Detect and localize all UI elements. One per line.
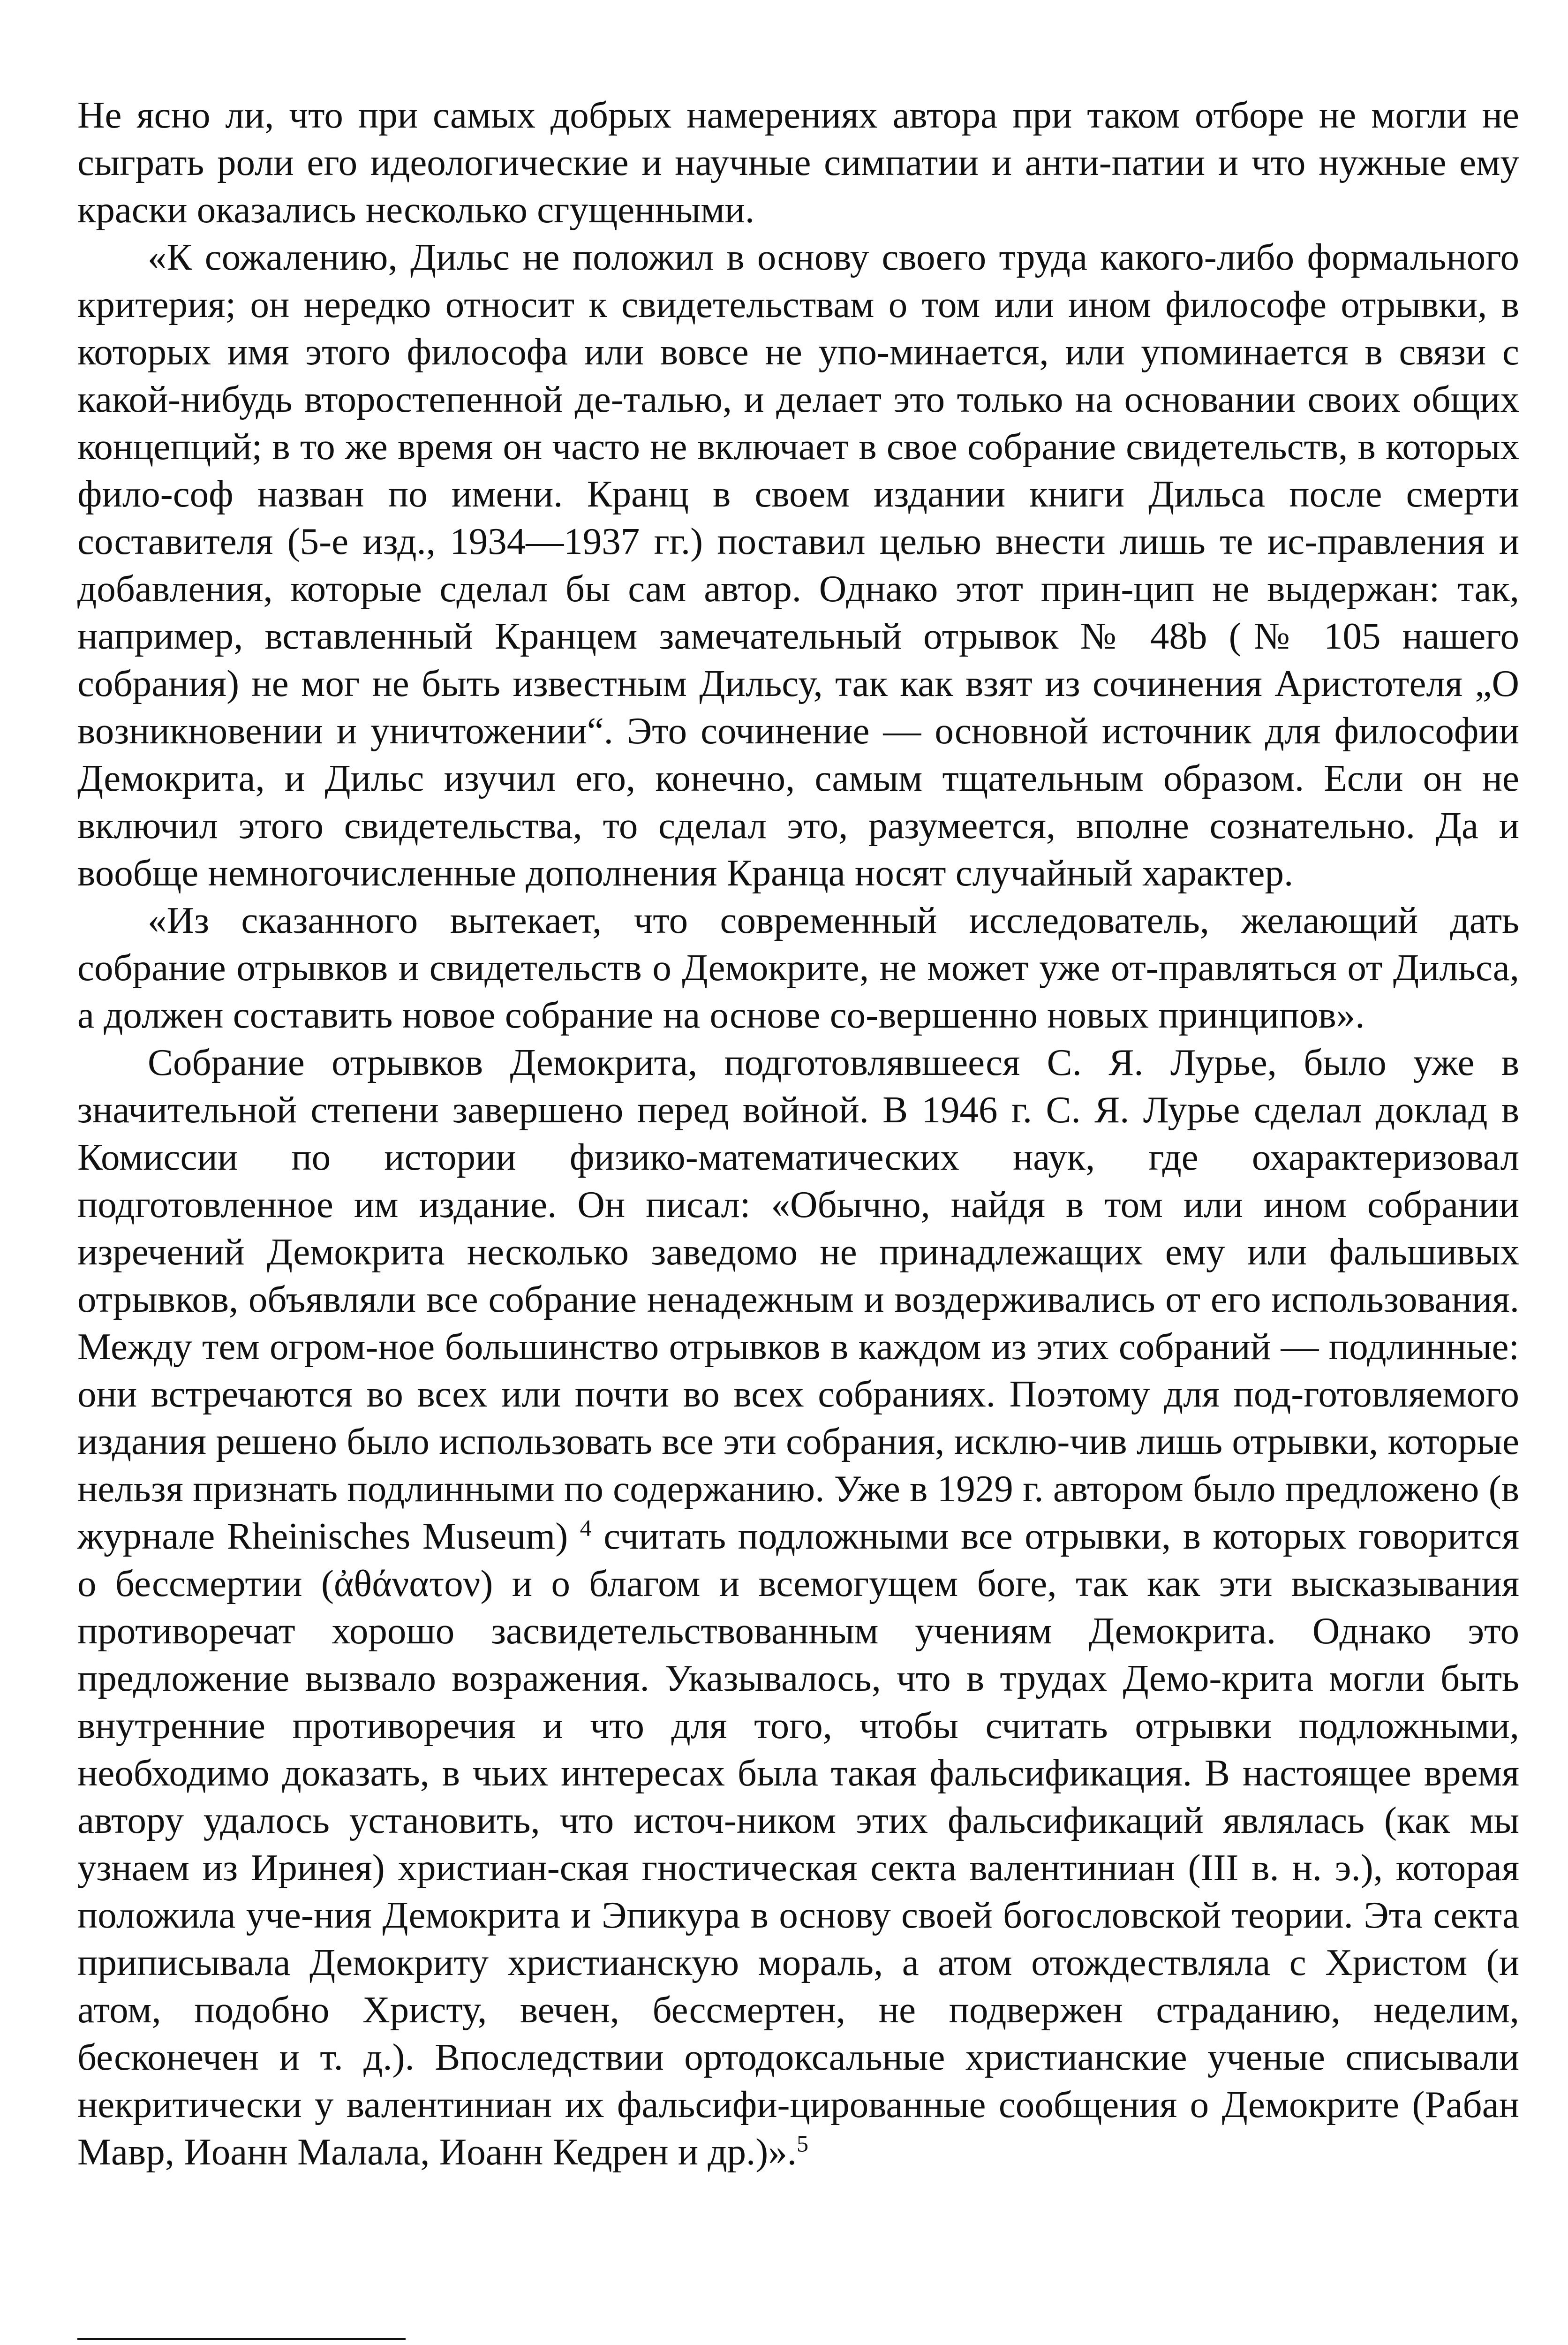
paragraph-4 [77,1039,1519,2176]
paragraph-2-text: «К сожалению, Дильс не положил в основу своего труда какого-либо формального критерия; он нередко относит к свидетельствам о том или ином философе отрывки, в которых имя этого философа или вовсе не упо-минается, или упоминается в связи с какой-нибудь второстепенной де-талью, и делает это только на основании своих общих концепций; в то же время он часто не включает в свое собрание свидетельств, в которых фило-соф назван по имени. Кранц в своем издании книги Дильса после смерти составителя (5-е изд., 1934—1937 гг.) поставил целью внести лишь те ис-правления и добавления, которые сделал бы сам автор. Однако этот прин-цип не выдержан: так, например, вставленный Кранцем замечательный отрывок № 48b (№ 105 нашего собрания) не мог не быть известным Дильсу, так как взят из сочинения Аристотеля „О возникновении и уничтожении“. Это сочинение — основной источник для философии Демокрита, и Дильс изучил его, конечно, самым тщательным образом. Если он не включил этого свидетельства, то сделал это, разумеется, вполне сознательно. Да и вообще немногочисленные дополнения Кранца носят случайный характер. [77,236,1519,894]
main-text [77,91,1519,2176]
footnote-ref-4[interactable]: 4 [580,1514,592,1541]
footnote-ref-5[interactable]: 5 [797,2130,809,2157]
paragraph-4-text-b: считать подложными все отрывки, в которых говорится о бессмертии (ἀθάνατον) и о благом и всемогущем боге, так как эти высказывания противоречат хорошо засвидетельствованным учениям Демокрита. Однако это предложение вызвало возражения. Указывалось, что в трудах Демо-крита могли быть внутренние противоречия и что для того, чтобы считать отрывки подложными, необходимо доказать, в чьих интересах была такая фальсификация. В настоящее время автору удалось установить, что источ-ником этих фальсификаций являлась (как мы узнаем из Иринея) христиан-ская гностическая секта валентиниан (III в. н. э.), которая положила уче-ния Демокрита и Эпикура в основу своей богословской теории. Эта секта приписывала Демокриту христианскую мораль, а атом отождествляла с Христом (и атом, подобно Христу, вечен, бессмертен, не подвержен страданию, неделим, бесконечен и т. д.). Впоследствии ортодоксальные христианские ученые списывали некритически у валентиниан их фальсифи-цированные сообщения о Демокрите (Рабан Мавр, Иоанн Малала, Иоанн Кедрен и др.)». [77,1515,1520,2173]
paragraph-1-text: Не ясно ли, что при самых добрых намерениях автора при таком отборе не могли не сыграть роли его идеологические и научные симпатии и анти-патии и что нужные ему краски оказались несколько сгущенными. [77,94,1519,231]
paragraph-3-text: «Из сказанного вытекает, что современный исследователь, желающий дать собрание отрывков и свидетельств о Демокрите, не может уже от-правляться от Дильса, а должен составить новое собрание на основе со-вершенно новых принципов». [77,899,1519,1036]
paragraph-1 [77,91,1519,234]
paragraph-2 [77,234,1519,897]
paragraph-3 [77,897,1519,1039]
paragraph-4-text-a: Собрание отрывков Демокрита, подготовлявшееся С. Я. Лурье, было уже в значительной степени завершено перед войной. В 1946 г. С. Я. Лурье сделал доклад в Комиссии по истории физико-математических наук, где охарактеризовал подготовленное им издание. Он писал: «Обычно, найдя в том или ином собрании изречений Демокрита несколько заведомо не принадлежащих ему или фальшивых отрывков, объявляли все собрание ненадежным и воздерживались от его использования. Между тем огром-ное большинство отрывков в каждом из этих собраний — подлинные: они встречаются во всех или почти во всех собраниях. Поэтому для под-готовляемого издания решено было использовать все эти собрания, исклю-чив лишь отрывки, которые нельзя признать подлинными по содержанию. Уже в 1929 г. автором было предложено (в журнале Rheinisches Museum) [77,1041,1519,1557]
footnote-divider [77,2338,406,2340]
